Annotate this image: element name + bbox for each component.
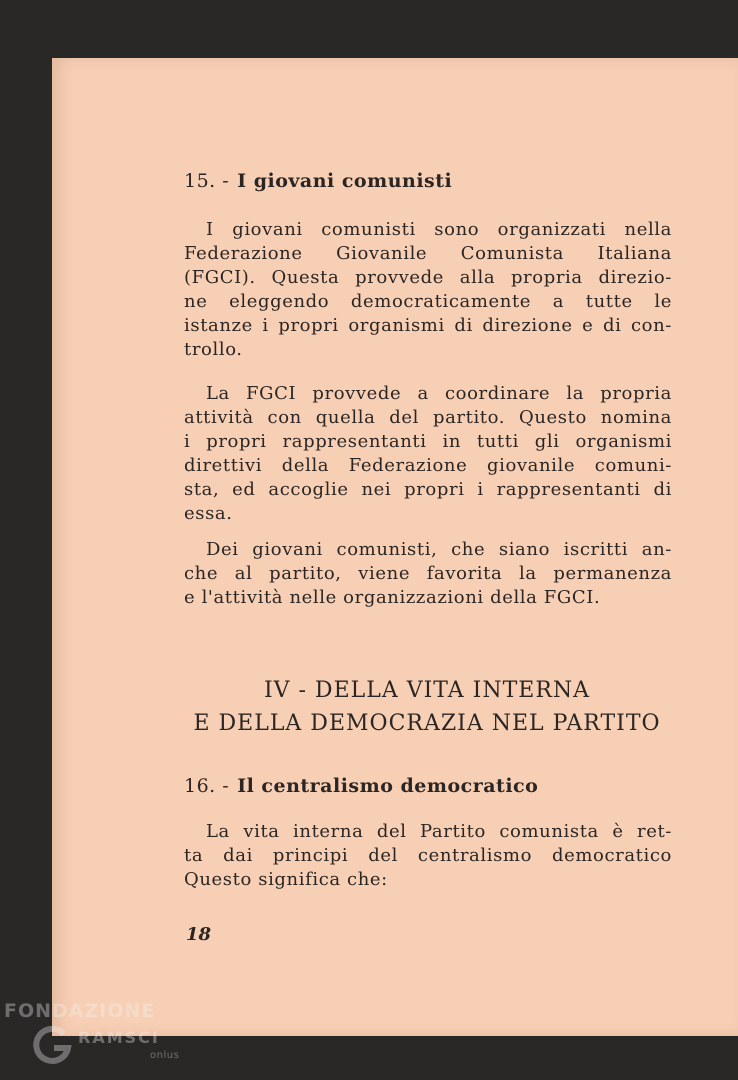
document-page [52, 58, 738, 1036]
section-15-title: I giovani comunisti [237, 170, 453, 192]
paragraph-3-line: Dei giovani comunisti, che siano iscritti an- [206, 539, 672, 560]
paragraph-1-line: (FGCI). Questa provvede alla propria direzio- [184, 267, 672, 288]
section-16-title: Il centralismo democratico [237, 775, 539, 797]
watermark-line-2: RAMSCI [78, 1028, 160, 1047]
paragraph-1 [184, 218, 672, 362]
paragraph-2-line: essa. [184, 503, 233, 524]
paragraph-2-line: i propri rappresentanti in tutti gli organismi [184, 431, 672, 452]
paragraph-2-line: direttivi della Federazione giovanile comuni- [184, 455, 672, 476]
paragraph-4-line: Questo significa che: [184, 869, 388, 890]
paragraph-1-line: istanze i propri organismi di direzione e di con- [184, 315, 672, 336]
paragraph-4 [184, 820, 672, 892]
paragraph-3-line: che al partito, viene favorita la permanenza [184, 563, 672, 584]
chapter-heading-line-2: E DELLA DEMOCRAZIA NEL PARTITO [193, 711, 661, 736]
g-logo-icon [30, 1022, 74, 1066]
paragraph-1-line: ne eleggendo democraticamente a tutte le [184, 291, 672, 312]
watermark-line-1: FONDAZIONE [4, 1000, 156, 1022]
section-15-number: 15. - [184, 170, 230, 192]
chapter-heading-line-1: IV - DELLA VITA INTERNA [263, 678, 591, 703]
paragraph-2-line: sta, ed accoglie nei propri i rappresentanti di [184, 479, 672, 500]
section-16-heading [184, 775, 538, 797]
paragraph-1-line: trollo. [184, 339, 243, 360]
fondazione-gramsci-watermark [4, 1000, 189, 1076]
paragraph-4-line: La vita interna del Partito comunista è ret- [206, 821, 672, 842]
section-16-number: 16. - [184, 775, 230, 797]
paragraph-3-line: e l'attività nelle organizzazioni della FGCI. [184, 587, 601, 608]
paragraph-1-line: I giovani comunisti sono organizzati nella [206, 219, 672, 240]
paragraph-2-line: La FGCI provvede a coordinare la propria [206, 383, 672, 404]
paragraph-2 [184, 382, 672, 526]
chapter-heading [184, 674, 670, 740]
paragraph-2-line: attività con quella del partito. Questo nomina [184, 407, 672, 428]
paragraph-4-line: ta dai principi del centralismo democratico [184, 845, 672, 866]
page-number: 18 [186, 924, 212, 945]
watermark-sub: onlus [150, 1050, 180, 1061]
paragraph-3 [184, 538, 672, 610]
paragraph-1-line: Federazione Giovanile Comunista Italiana [184, 243, 672, 264]
section-15-heading [184, 170, 452, 192]
